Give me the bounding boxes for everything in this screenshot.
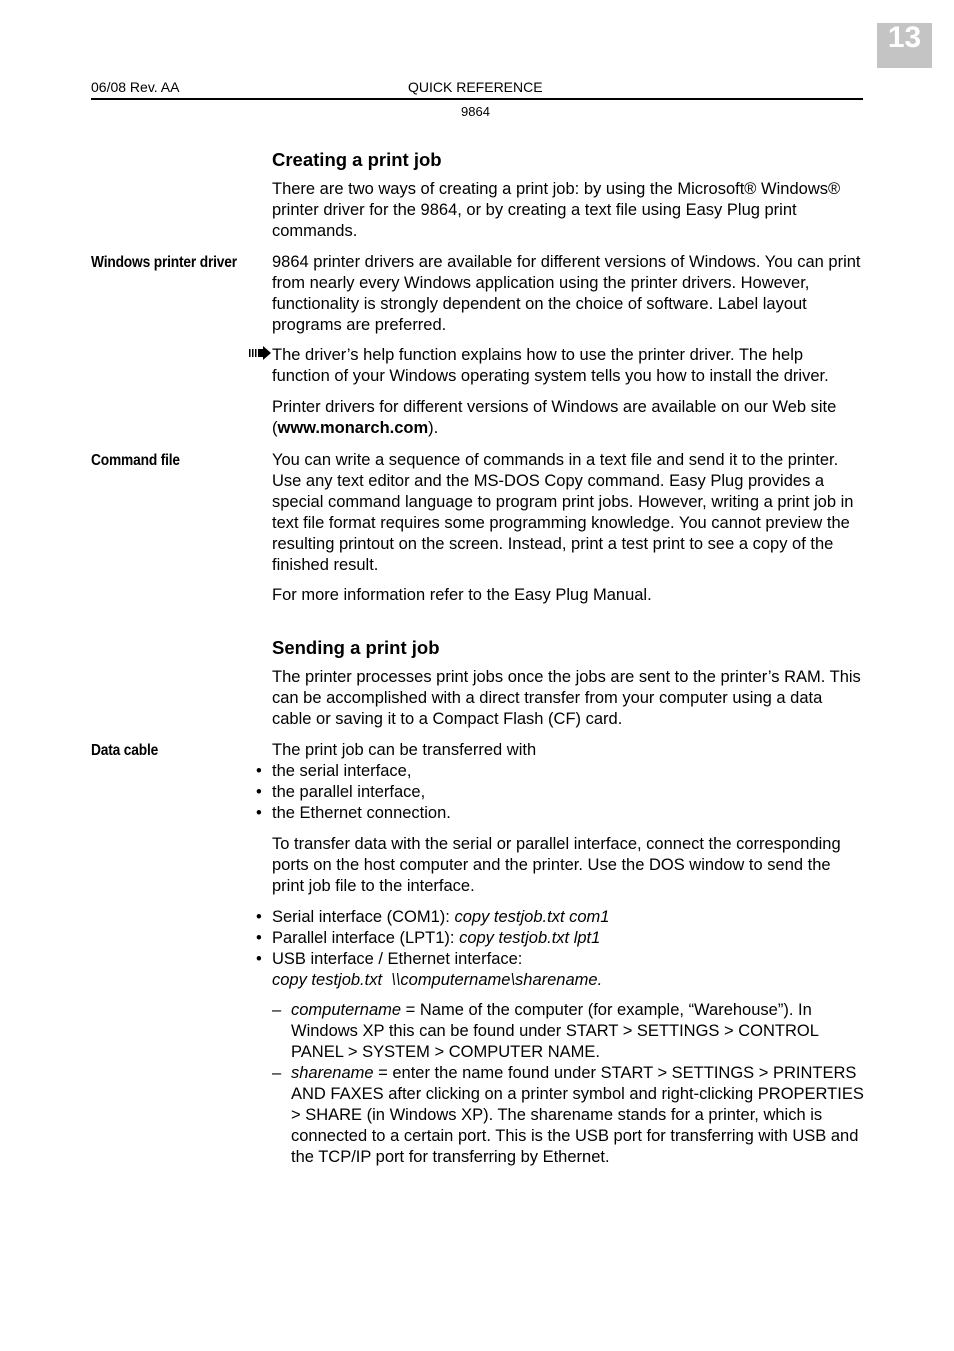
command-label: USB interface / Ethernet interface: xyxy=(272,950,523,968)
web-link[interactable]: www.monarch.com xyxy=(277,419,429,437)
transfer-text: To transfer data with the serial or parallel interface, connect the corresponding ports on the host computer and the printer. Use the DOS window to send the print job file to the interface. xyxy=(272,835,841,895)
command-file-text: You can write a sequence of commands in a text file and send it to the printer. Use any text editor and the MS-DOS Copy command. Easy Plug provides a special command language to program print jobs. However, writing a print job in text file format requires some programming knowledge. You cannot preview the resulting printout on the screen. Instead, print a test print to see a copy of the finished result. xyxy=(272,451,854,574)
definition-term: sharename xyxy=(291,1064,374,1082)
section-title-creating: Creating a print job xyxy=(272,149,442,170)
command-label: Serial interface (COM1): xyxy=(272,908,455,926)
header-rule xyxy=(91,98,863,100)
list-item: • Serial interface (COM1): copy testjob.txt com1 xyxy=(256,908,610,926)
note-arrow-icon xyxy=(249,345,271,366)
web-text-before: Printer drivers for different versions of Windows are available on our Web site ( xyxy=(272,398,837,437)
web-text-after: ). xyxy=(428,419,439,437)
definition-text: = enter the name found under START > SETTINGS > PRINTERS AND FAXES after clicking on a printer symbol and right-clicking PROPERTIES > SHARE (in Windows XP). The sharename stands for a printer, which is connected to a certain port. This is the USB port for transferring with USB and the TCP/IP port for transferring by Ethernet. xyxy=(291,1064,864,1166)
list-item-text: the parallel interface, xyxy=(272,783,426,801)
definition-text: = Name of the computer (for example, “Warehouse”). In Windows XP this can be found under START > SETTINGS > CONTROL PANEL > SYSTEM > COMPUTER NAME. xyxy=(291,1001,819,1061)
command-label: Parallel interface (LPT1): xyxy=(272,929,460,947)
command-example: copy testjob.txt lpt1 xyxy=(459,929,601,947)
side-label-windows-driver: Windows printer driver xyxy=(91,254,237,271)
web-site-paragraph xyxy=(272,397,864,439)
list-item: • the serial interface, xyxy=(256,762,412,780)
transfer-list xyxy=(256,761,856,824)
command-example: copy testjob.txt \\computername\sharename. xyxy=(272,971,603,989)
note-text: The driver’s help function explains how to use the printer driver. The help function of your Windows operating system tells you how to install the driver. xyxy=(272,346,829,385)
side-label-data-cable: Data cable xyxy=(91,742,159,759)
definition-item: – sharename = enter the name found under START > SETTINGS > PRINTERS AND FAXES after clicking on a printer symbol and right-clicking PROPERTIES > SHARE (in Windows XP). The sharename stands for a printer, which is connected to a certain port. This is the USB port for transferring with USB and the TCP/IP port for transferring by Ethernet. xyxy=(272,1064,864,1166)
sending-intro: The printer processes print jobs once the jobs are sent to the printer’s RAM. This can be accomplished with a direct transfer from your computer using a data cable or saving it to a Compact Flash (CF) card. xyxy=(272,668,861,728)
definition-list xyxy=(272,1000,867,1168)
definition-term: computername xyxy=(291,1001,402,1019)
command-list xyxy=(256,907,856,991)
list-item-text: the serial interface, xyxy=(272,762,412,780)
section-title-sending: Sending a print job xyxy=(272,637,440,658)
page-number-tab: 13 xyxy=(877,23,932,68)
header-model: 9864 xyxy=(461,104,490,119)
header-revision: 06/08 Rev. AA xyxy=(91,79,180,95)
side-label-command-file: Command file xyxy=(91,452,180,469)
list-item: • the Ethernet connection. xyxy=(256,804,451,822)
list-item: • USB interface / Ethernet interface: copy testjob.txt \\computername\sharename. xyxy=(256,950,603,989)
list-item-text: the Ethernet connection. xyxy=(272,804,451,822)
command-example: copy testjob.txt com1 xyxy=(454,908,610,926)
definition-item: – computername = Name of the computer (for example, “Warehouse”). In Windows XP this can be found under START > SETTINGS > CONTROL PANEL > SYSTEM > COMPUTER NAME. xyxy=(272,1001,819,1061)
transfer-intro: The print job can be transferred with xyxy=(272,741,537,759)
more-info-text: For more information refer to the Easy Plug Manual. xyxy=(272,586,652,604)
list-item: • Parallel interface (LPT1): copy testjob.txt lpt1 xyxy=(256,929,601,947)
creating-intro: There are two ways of creating a print job: by using the Microsoft® Windows® printer driver for the 9864, or by creating a text file using Easy Plug print commands. xyxy=(272,180,841,240)
windows-driver-text: 9864 printer drivers are available for different versions of Windows. You can print from nearly every Windows application using the printer drivers. However, functionality is strongly dependent on the choice of software. Label layout programs are preferred. xyxy=(272,253,861,334)
header-title: QUICK REFERENCE xyxy=(408,79,543,95)
list-item: • the parallel interface, xyxy=(256,783,426,801)
